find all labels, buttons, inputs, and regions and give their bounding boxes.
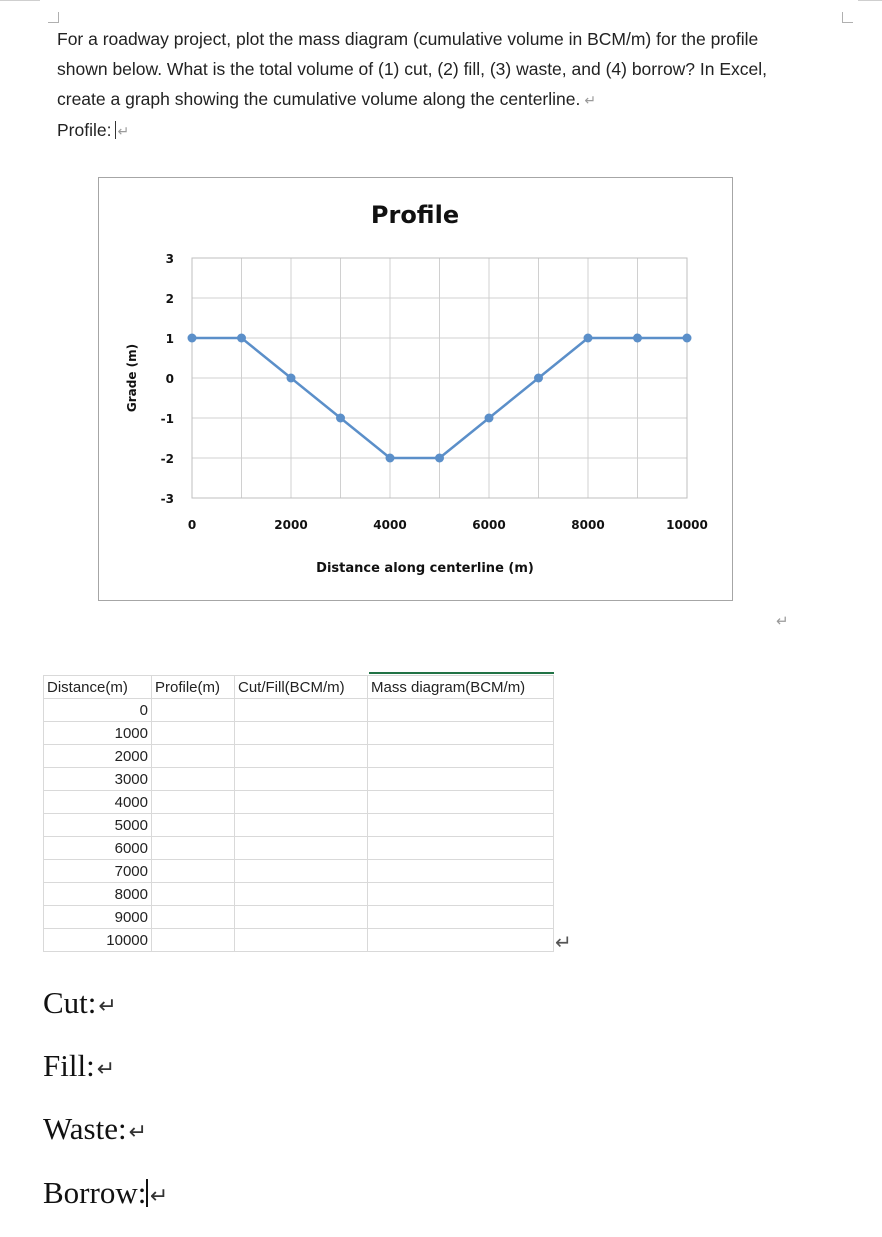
cell-cut-fill[interactable]	[235, 768, 368, 791]
cell-mass-diagram[interactable]	[368, 883, 554, 906]
cell-distance[interactable]: 2000	[44, 745, 152, 768]
paragraph-mark: ↵	[555, 932, 572, 954]
table-row	[44, 814, 554, 837]
x-tick-label: 8000	[571, 518, 605, 532]
header-cut-fill[interactable]: Cut/Fill(BCM/m)	[235, 676, 368, 699]
answer-cut-label: Cut:	[43, 985, 97, 1020]
cell-distance[interactable]: 0	[44, 699, 152, 722]
cell-cut-fill[interactable]	[235, 906, 368, 929]
cell-mass-diagram[interactable]	[368, 906, 554, 929]
cell-profile[interactable]	[152, 814, 235, 837]
cell-mass-diagram[interactable]	[368, 814, 554, 837]
cell-profile[interactable]	[152, 906, 235, 929]
cell-mass-diagram[interactable]	[368, 929, 554, 952]
data-point	[485, 414, 494, 423]
header-distance[interactable]: Distance(m)	[44, 676, 152, 699]
cell-mass-diagram[interactable]	[368, 745, 554, 768]
cell-cut-fill[interactable]	[235, 791, 368, 814]
page-top-edge	[0, 0, 40, 1]
cell-mass-diagram[interactable]	[368, 722, 554, 745]
x-tick-label: 2000	[274, 518, 308, 532]
question-paragraph[interactable]	[57, 24, 857, 146]
cell-mass-diagram[interactable]	[368, 699, 554, 722]
cell-distance[interactable]: 4000	[44, 791, 152, 814]
answer-borrow-label: Borrow:	[43, 1175, 147, 1210]
y-tick-label: 0	[165, 372, 174, 386]
margin-corner-mark	[48, 12, 59, 23]
table-row	[44, 837, 554, 860]
cell-distance[interactable]: 8000	[44, 883, 152, 906]
cell-profile[interactable]	[152, 745, 235, 768]
paragraph-mark: ↵	[776, 613, 789, 630]
question-line: shown below. What is the total volume of (1) cut, (2) fill, (3) waste, and (4) borrow? In Excel,	[57, 59, 768, 79]
table-row	[44, 722, 554, 745]
cell-profile[interactable]	[152, 791, 235, 814]
y-tick-label: 1	[165, 332, 174, 346]
paragraph-mark: ↵	[96, 1056, 116, 1081]
cell-distance[interactable]: 7000	[44, 860, 152, 883]
cell-profile[interactable]	[152, 722, 235, 745]
header-mass-diagram[interactable]: Mass diagram(BCM/m)	[368, 676, 554, 699]
margin-corner-mark	[842, 12, 853, 23]
x-tick-label: 6000	[472, 518, 506, 532]
cell-profile[interactable]	[152, 883, 235, 906]
cell-distance[interactable]: 10000	[44, 929, 152, 952]
paragraph-mark: ↵	[117, 123, 130, 139]
x-axis-label: Distance along centerline (m)	[316, 561, 534, 576]
table-row	[44, 860, 554, 883]
text-cursor	[146, 1179, 148, 1207]
table-row	[44, 883, 554, 906]
cell-cut-fill[interactable]	[235, 883, 368, 906]
cell-cut-fill[interactable]	[235, 814, 368, 837]
question-line: create a graph showing the cumulative volume along the centerline. ↵	[57, 89, 597, 109]
cell-distance[interactable]: 5000	[44, 814, 152, 837]
cell-cut-fill[interactable]	[235, 699, 368, 722]
paragraph-mark: ↵	[584, 92, 597, 108]
data-point	[584, 334, 593, 343]
y-tick-label: 2	[165, 292, 174, 306]
cell-profile[interactable]	[152, 837, 235, 860]
cell-profile[interactable]	[152, 768, 235, 791]
selected-cell-indicator	[369, 672, 554, 674]
answer-fill-label: Fill:	[43, 1048, 95, 1083]
table-row	[44, 791, 554, 814]
cell-cut-fill[interactable]	[235, 722, 368, 745]
y-tick-label: -3	[160, 492, 174, 506]
data-point	[435, 454, 444, 463]
cell-profile[interactable]	[152, 699, 235, 722]
cell-mass-diagram[interactable]	[368, 768, 554, 791]
data-point	[188, 334, 197, 343]
data-point	[633, 334, 642, 343]
answer-cut[interactable]	[43, 985, 117, 1021]
profile-label: Profile:	[57, 120, 112, 140]
table-row	[44, 929, 554, 952]
data-point	[336, 414, 345, 423]
table-row	[44, 906, 554, 929]
x-tick-label: 10000	[666, 518, 708, 532]
profile-chart[interactable]	[98, 177, 733, 601]
cell-distance[interactable]: 6000	[44, 837, 152, 860]
answer-borrow[interactable]	[43, 1175, 168, 1211]
paragraph-mark: ↵	[128, 1119, 148, 1144]
cell-distance[interactable]: 1000	[44, 722, 152, 745]
paragraph-mark: ↵	[149, 1183, 169, 1208]
table-row	[44, 745, 554, 768]
question-line: For a roadway project, plot the mass diagram (cumulative volume in BCM/m) for the profile	[57, 29, 759, 49]
cell-mass-diagram[interactable]	[368, 791, 554, 814]
header-profile[interactable]: Profile(m)	[152, 676, 235, 699]
profile-chart-svg	[99, 178, 732, 600]
paragraph-mark: ↵	[98, 993, 117, 1018]
data-point	[386, 454, 395, 463]
y-axis-label: Grade (m)	[125, 343, 139, 413]
cell-cut-fill[interactable]	[235, 860, 368, 883]
answer-fill[interactable]	[43, 1048, 115, 1084]
y-tick-label: -1	[160, 412, 174, 426]
cell-mass-diagram[interactable]	[368, 837, 554, 860]
table-row	[44, 768, 554, 791]
y-tick-label: 3	[165, 252, 174, 266]
y-tick-label: -2	[160, 452, 174, 466]
table-row	[44, 699, 554, 722]
x-tick-label: 0	[187, 518, 197, 532]
cell-cut-fill[interactable]	[235, 837, 368, 860]
cell-cut-fill[interactable]	[235, 929, 368, 952]
chart-title: Profile	[370, 201, 460, 229]
cell-mass-diagram[interactable]	[368, 860, 554, 883]
x-tick-label: 4000	[373, 518, 407, 532]
cell-cut-fill[interactable]	[235, 745, 368, 768]
mass-diagram-table[interactable]	[43, 675, 554, 952]
cell-profile[interactable]	[152, 929, 235, 952]
data-point	[237, 334, 246, 343]
profile-label-line	[57, 115, 857, 146]
answer-waste[interactable]	[43, 1111, 147, 1147]
table-header-row	[44, 676, 554, 699]
cell-distance[interactable]: 3000	[44, 768, 152, 791]
data-point	[287, 374, 296, 383]
data-point	[683, 334, 692, 343]
data-point	[534, 374, 543, 383]
cell-distance[interactable]: 9000	[44, 906, 152, 929]
cell-profile[interactable]	[152, 860, 235, 883]
answer-waste-label: Waste:	[43, 1111, 127, 1146]
page-top-edge	[858, 0, 882, 1]
